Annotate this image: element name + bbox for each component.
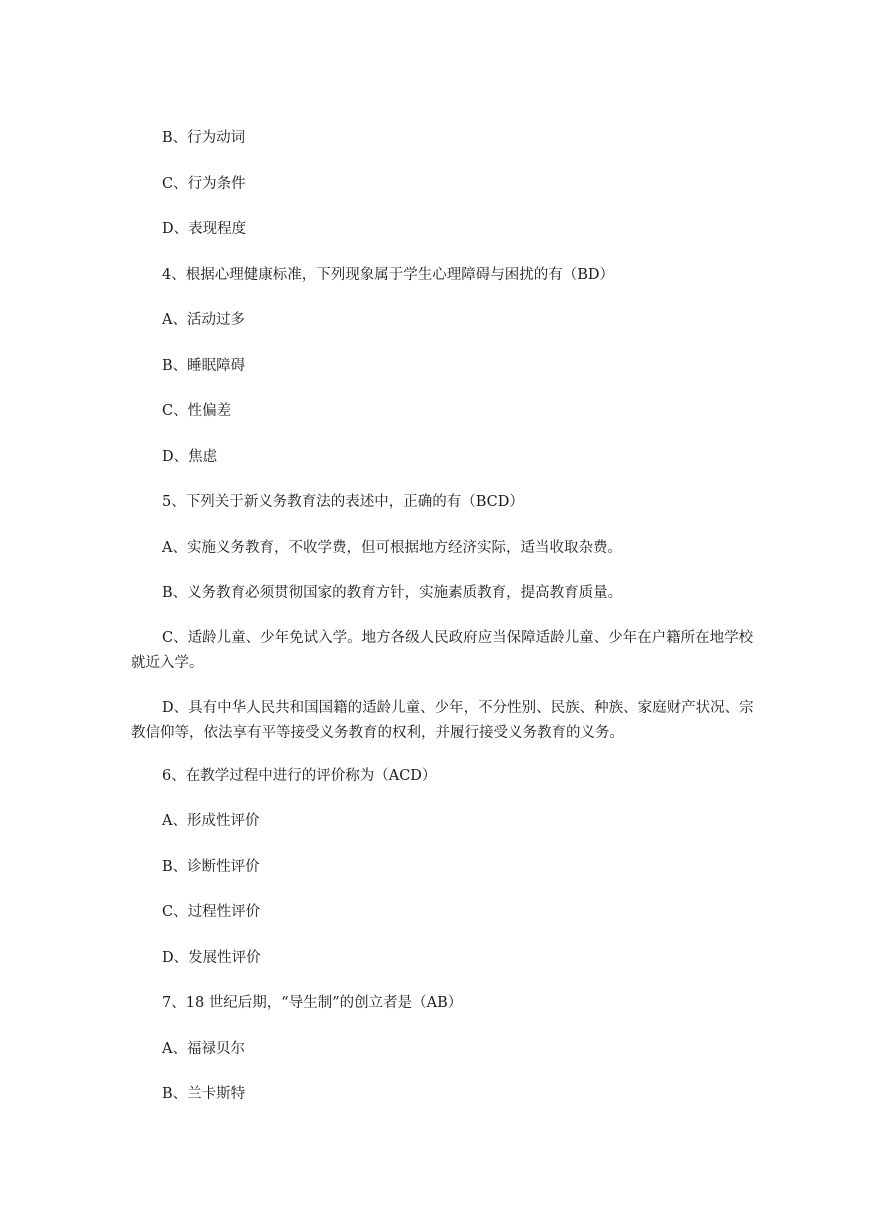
q6-option-a: A、形成性评价 [162,813,260,829]
q7-option-a: A、福禄贝尔 [162,1041,245,1057]
q4-option-a: A、活动过多 [162,312,245,328]
q6-option-b: B、诊断性评价 [162,859,260,875]
q4-option-b: B、睡眠障碍 [162,358,246,374]
q4-option-d: D、焦虑 [162,449,218,465]
q5-option-c: C、适龄儿童、少年免试入学。地方各级人民政府应当保障适龄儿童、少年在户籍所在地学校就近入学。 [131,630,754,671]
question-4: 4、根据心理健康标准，下列现象属于学生心理障碍与困扰的有（BD） [162,267,615,283]
q4-option-c: C、性偏差 [162,403,232,419]
q5-option-d: D、具有中华人民共和国国籍的适龄儿童、少年，不分性别、民族、种族、家庭财产状况、宗教信仰等，依法享有平等接受义务教育的权利，并履行接受义务教育的义务。 [131,700,754,741]
q6-option-c: C、过程性评价 [162,904,261,920]
question-7: 7、18 世纪后期，“导生制”的创立者是（AB） [162,995,463,1011]
question-5: 5、下列关于新义务教育法的表述中，正确的有（BCD） [162,494,524,510]
q7-option-b: B、兰卡斯特 [162,1086,246,1102]
option-b-line: B、行为动词 [162,130,246,146]
q6-option-d: D、发展性评价 [162,950,261,966]
question-6: 6、在教学过程中进行的评价称为（ACD） [162,768,437,784]
option-d-line: D、表现程度 [162,221,247,237]
q5-option-a: A、实施义务教育，不收学费，但可根据地方经济实际，适当收取杂费。 [162,540,622,556]
q5-option-b: B、义务教育必须贯彻国家的教育方针，实施素质教育，提高教育质量。 [162,585,623,601]
option-c-line: C、行为条件 [162,176,246,192]
